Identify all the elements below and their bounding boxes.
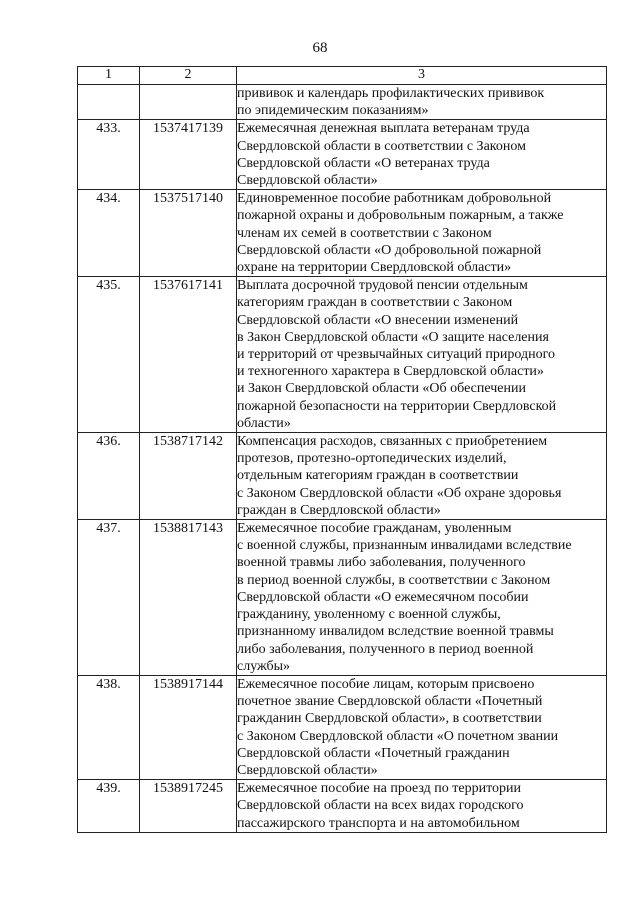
description-line: Ежемесячная денежная выплата ветеранам труда: [237, 121, 530, 137]
row-description: [237, 85, 607, 120]
description-line: Свердловской области на всех видах городского: [237, 798, 524, 814]
row-description: [237, 190, 607, 277]
description-line: гражданин Свердловской области», в соответствии: [237, 711, 542, 727]
description-line: категориям граждан в соответствии с Законом: [237, 295, 513, 311]
row-number: 439.: [78, 780, 140, 833]
row-description: [237, 780, 607, 833]
description-line: Компенсация расходов, связанных с приобретением: [237, 434, 548, 450]
table-row: [78, 85, 607, 120]
description-line: Ежемесячное пособие гражданам, уволенным: [237, 521, 512, 537]
row-description: [237, 433, 607, 520]
description-line: с Законом Свердловской области «О почетном звании: [237, 728, 559, 744]
description-line: Выплата досрочной трудовой пенсии отдельным: [237, 278, 528, 294]
description-line: охране на территории Свердловской области»: [237, 260, 512, 276]
row-number: 437.: [78, 520, 140, 676]
description-line: и техногенного характера в Свердловской области»: [237, 364, 544, 380]
row-description: [237, 277, 607, 433]
row-description: [237, 520, 607, 676]
description-line: прививок и календарь профилактических прививок: [237, 86, 545, 101]
description-line: пожарной безопасности на территории Свердловской: [237, 398, 557, 414]
description-line: граждан в Свердловской области»: [237, 502, 441, 518]
row-code: 1537417139: [140, 120, 237, 190]
description-line: пожарной охраны и добровольным пожарным, а также: [237, 208, 564, 224]
description-line: Свердловской области «О добровольной пожарной: [237, 242, 542, 258]
page-number: 68: [312, 40, 328, 56]
description-line: и территорий от чрезвычайных ситуаций природного: [237, 347, 556, 363]
description-line: Ежемесячное пособие лицам, которым присвоено: [237, 676, 535, 692]
row-number: 436.: [78, 433, 140, 520]
table-row: [78, 675, 607, 779]
description-line: членам их семей в соответствии с Законом: [237, 225, 492, 241]
description-line: почетное звание Свердловской области «Почетный: [237, 694, 543, 710]
row-code: 1538717142: [140, 433, 237, 520]
table-header-row: [78, 67, 607, 85]
description-line: в Закон Свердловской области «О защите населения: [237, 329, 549, 345]
row-number: 433.: [78, 120, 140, 190]
description-line: Свердловской области»: [237, 762, 378, 778]
table-row: [78, 520, 607, 676]
description-line: Свердловской области»: [237, 173, 378, 189]
row-description: [237, 120, 607, 190]
description-line: протезов, протезно-ортопедических изделий,: [237, 451, 507, 467]
description-line: Свердловской области «О ветеранах труда: [237, 155, 490, 171]
description-line: пассажирского транспорта и на автомобильном: [237, 815, 520, 831]
table-row: [78, 780, 607, 833]
description-line: по эпидемическим показаниям»: [237, 103, 429, 119]
description-line: и Закон Свердловской области «Об обеспечении: [237, 381, 526, 397]
column-header: 2: [140, 67, 237, 85]
table-row: [78, 190, 607, 277]
description-line: Ежемесячное пособие на проезд по территории: [237, 781, 522, 797]
description-line: Свердловской области «Почетный гражданин: [237, 745, 510, 761]
description-line: либо заболевания, полученного в период военной: [237, 641, 534, 657]
document-table: [77, 66, 607, 833]
description-line: области»: [237, 415, 291, 431]
description-line: признанному инвалидом вследствие военной травмы: [237, 624, 554, 640]
description-line: Свердловской области «О внесении изменений: [237, 312, 519, 328]
description-line: с Законом Свердловской области «Об охране здоровья: [237, 485, 562, 501]
row-description: [237, 675, 607, 779]
row-code: 1537617141: [140, 277, 237, 433]
row-code: 1538917245: [140, 780, 237, 833]
column-header: 3: [237, 67, 607, 85]
row-number: [78, 85, 140, 120]
table-row: [78, 277, 607, 433]
description-line: Единовременное пособие работникам добровольной: [237, 191, 552, 207]
description-line: Свердловской области в соответствии с Законом: [237, 138, 526, 154]
row-number: 434.: [78, 190, 140, 277]
description-line: Свердловской области «О ежемесячном пособии: [237, 589, 529, 605]
row-code: 1538817143: [140, 520, 237, 676]
column-header: 1: [78, 67, 140, 85]
row-code: 1538917144: [140, 675, 237, 779]
description-line: отдельным категориям граждан в соответствии: [237, 468, 519, 484]
table-row: [78, 433, 607, 520]
description-line: военной травмы либо заболевания, полученного: [237, 555, 526, 571]
table-body: [78, 85, 607, 833]
table-row: [78, 120, 607, 190]
row-number: 435.: [78, 277, 140, 433]
description-line: гражданину, уволенному с военной службы,: [237, 607, 501, 623]
description-line: службы»: [237, 658, 291, 674]
description-line: в период военной службы, в соответствии с Законом: [237, 572, 551, 588]
row-number: 438.: [78, 675, 140, 779]
description-line: с военной службы, признанным инвалидами вследствие: [237, 538, 572, 554]
row-code: [140, 85, 237, 120]
row-code: 1537517140: [140, 190, 237, 277]
